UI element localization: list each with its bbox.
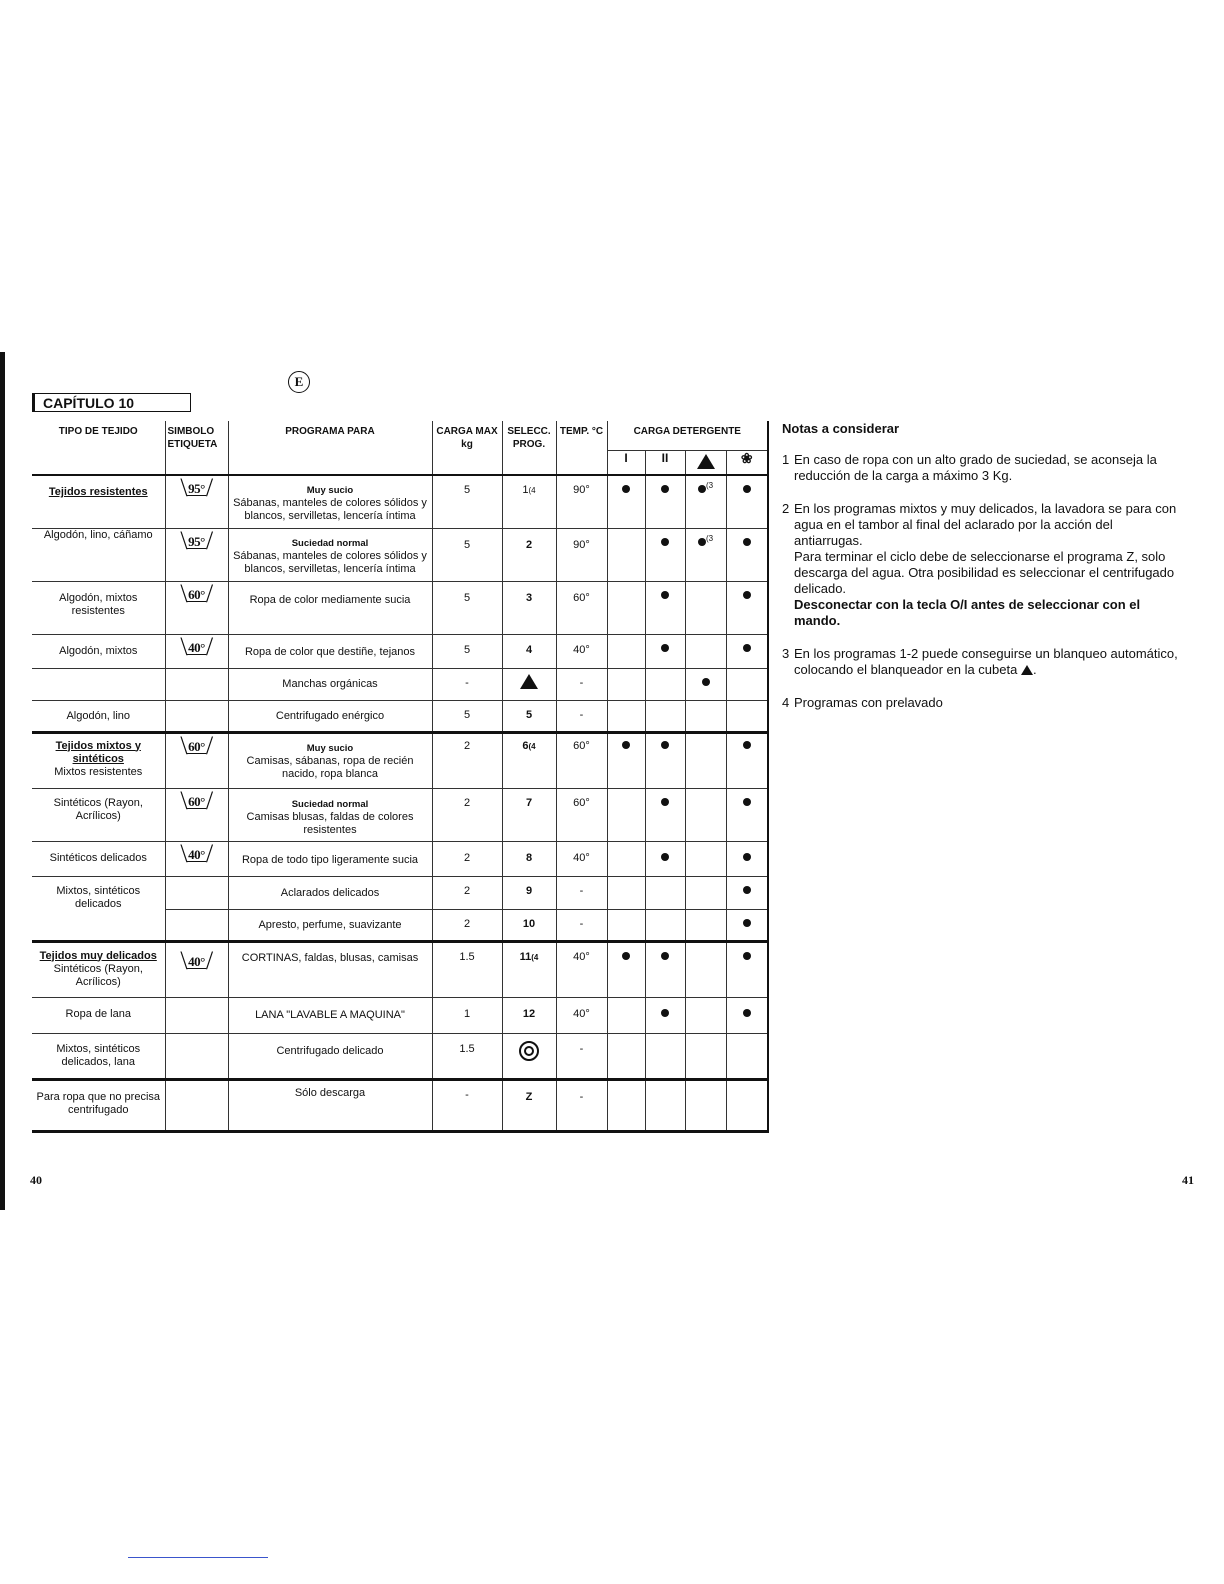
program-desc: Ropa de color que destiñe, tejanos (228, 634, 432, 668)
triangle-icon (1021, 665, 1033, 675)
care-symbol: \40°/ (165, 634, 228, 668)
flower-icon: ❀ (740, 450, 753, 466)
det-ii (645, 700, 685, 732)
max-load: 1.5 (432, 941, 502, 997)
program-desc (228, 475, 432, 528)
temperature: 40° (556, 841, 607, 876)
header-det-ii: II (645, 451, 685, 476)
program-select: 2 (502, 528, 556, 581)
fabric-group-title: Tejidos mixtos y sintéticos (55, 739, 141, 765)
det-ii (645, 475, 685, 528)
det-softener (726, 475, 768, 528)
header-simbolo: SIMBOLO ETIQUETA (165, 421, 228, 475)
det-bleach: (3 (685, 528, 726, 581)
det-i (607, 997, 645, 1033)
program-desc: LANA "LAVABLE A MAQUINA" (228, 997, 432, 1033)
note-4: 4 Programas con prelavado (782, 695, 943, 710)
det-bleach (685, 581, 726, 634)
max-load: 2 (432, 841, 502, 876)
det-i (607, 841, 645, 876)
program-select: 10 (502, 909, 556, 941)
program-desc (228, 528, 432, 581)
det-i (607, 909, 645, 941)
care-symbol: \40°/ (165, 941, 228, 997)
det-ii (645, 634, 685, 668)
wash-temp-symbol-icon: 95° (188, 481, 205, 496)
note-1: 1 En caso de ropa con un alto grado de suciedad, se aconseja la reducción de la carga a máximo 3 Kg. (782, 452, 1157, 483)
temperature: 40° (556, 634, 607, 668)
det-i (607, 941, 645, 997)
det-i (607, 581, 645, 634)
det-i (607, 732, 645, 788)
det-ii (645, 909, 685, 941)
header-tipo: TIPO DE TEJIDO (32, 421, 165, 475)
det-bleach (685, 700, 726, 732)
fabric-type: Mixtos, sintéticos delicados, lana (32, 1033, 165, 1079)
temperature: 60° (556, 788, 607, 841)
det-bleach (685, 634, 726, 668)
fabric-type: Ropa de lana (32, 997, 165, 1033)
chapter-title: CAPÍTULO 10 (32, 393, 191, 412)
fabric-type: Algodón, mixtos resistentes (32, 581, 165, 634)
det-i (607, 1079, 645, 1131)
notes-title: Notas a considerar (782, 421, 900, 436)
program-select: 12 (502, 997, 556, 1033)
care-symbol: \95°/ (165, 528, 228, 581)
wash-temp-symbol-icon: 40° (188, 846, 205, 862)
header-softener (726, 451, 768, 476)
det-bleach (685, 841, 726, 876)
det-bleach (685, 732, 726, 788)
page-number-right: 41 (1182, 1173, 1194, 1187)
program-desc: Centrifugado enérgico (228, 700, 432, 732)
det-i (607, 528, 645, 581)
det-i (607, 634, 645, 668)
det-bleach (685, 1033, 726, 1079)
det-softener (726, 788, 768, 841)
fabric-group-title: Tejidos muy delicados (39, 949, 157, 962)
det-ii (645, 1033, 685, 1079)
program-text: Camisas, sábanas, ropa de recién nacido, ropa blanca (246, 754, 414, 780)
max-load: 5 (432, 634, 502, 668)
det-i (607, 475, 645, 528)
wash-temp-symbol-icon: 40° (188, 953, 205, 969)
notes-section (782, 421, 1182, 728)
max-load: - (432, 1079, 502, 1131)
care-symbol (165, 876, 228, 909)
det-i (607, 700, 645, 732)
program-title: Suciedad normal (291, 798, 369, 810)
max-load: 2 (432, 788, 502, 841)
header-detergente: CARGA DETERGENTE (607, 421, 768, 451)
program-select (502, 668, 556, 700)
program-desc: Sólo descarga (228, 1079, 432, 1131)
det-softener (726, 581, 768, 634)
fabric-type: Tejidos muy delicados Sintéticos (Rayon, Acrílicos) (32, 941, 165, 997)
max-load: 2 (432, 909, 502, 941)
temperature: - (556, 909, 607, 941)
max-load: 5 (432, 475, 502, 528)
max-load: 5 (432, 700, 502, 732)
header-selecc: SELECC. PROG. (502, 421, 556, 475)
care-symbol (165, 1033, 228, 1079)
max-load: 5 (432, 581, 502, 634)
temperature: 60° (556, 581, 607, 634)
wash-temp-symbol-icon: 40° (188, 639, 205, 655)
fabric-type: Sintéticos delicados (32, 841, 165, 876)
program-select: 9 (502, 876, 556, 909)
max-load: 1.5 (432, 1033, 502, 1079)
header-carga: CARGA MAX kg (432, 421, 502, 475)
note-2: 2 En los programas mixtos y muy delicados, la lavadora se para con agua en el tambor al final del aclarado por la acción del antiarrugas. Para terminar el ciclo debe de seleccionarse el programa Z, solo descarga del agua. Otra posibilidad es seleccionar el centrifugado delicado. Desconectar con la tecla O/I antes de seleccionar con el mando. (782, 501, 1177, 628)
fabric-type: Para ropa que no precisa centrifugado (32, 1079, 165, 1131)
det-softener (726, 1079, 768, 1131)
det-softener (726, 528, 768, 581)
program-title: Muy sucio (306, 485, 354, 496)
det-softener (726, 909, 768, 941)
bottom-rule (128, 1557, 268, 1558)
care-symbol: \60°/ (165, 732, 228, 788)
care-symbol (165, 700, 228, 732)
det-bleach (685, 997, 726, 1033)
header-temp: TEMP. °C (556, 421, 607, 475)
fabric-type: Algodón, lino, cáñamo (32, 528, 165, 581)
temperature: 90° (556, 528, 607, 581)
header-bleach (685, 451, 726, 476)
fabric-type: Sintéticos (Rayon, Acrílicos) (32, 788, 165, 841)
det-bleach (685, 788, 726, 841)
wash-temp-symbol-icon: 60° (188, 586, 205, 602)
program-desc: Ropa de todo tipo ligeramente sucia (228, 841, 432, 876)
program-desc: Ropa de color mediamente sucia (228, 581, 432, 634)
care-symbol (165, 668, 228, 700)
det-softener (726, 997, 768, 1033)
det-softener (726, 876, 768, 909)
det-i (607, 668, 645, 700)
det-softener (726, 700, 768, 732)
program-text: Sábanas, manteles de colores sólidos y blancos, servilletas, lencería íntima (233, 497, 427, 522)
temperature: 90° (556, 475, 607, 528)
det-bleach (685, 876, 726, 909)
det-ii (645, 941, 685, 997)
det-ii (645, 581, 685, 634)
det-ii (645, 788, 685, 841)
fabric-type: Mixtos, sintéticos delicados (32, 876, 165, 941)
fabric-type (32, 475, 165, 528)
header-det-i: I (607, 451, 645, 476)
program-select: 7 (502, 788, 556, 841)
max-load: 1 (432, 997, 502, 1033)
det-ii (645, 732, 685, 788)
fabric-type (32, 668, 165, 700)
det-ii (645, 668, 685, 700)
program-text: Camisas blusas, faldas de colores resistentes (246, 810, 414, 836)
max-load: - (432, 668, 502, 700)
wash-temp-symbol-icon: 60° (188, 793, 205, 809)
det-ii (645, 841, 685, 876)
det-softener (726, 841, 768, 876)
fabric-type: Algodón, mixtos (32, 634, 165, 668)
page-number-left: 40 (30, 1173, 42, 1187)
temperature: 60° (556, 732, 607, 788)
det-ii (645, 1079, 685, 1131)
care-symbol (165, 909, 228, 941)
fabric-type: Tejidos mixtos y sintéticos Mixtos resistentes (32, 732, 165, 788)
program-desc (228, 788, 432, 841)
det-softener (726, 1033, 768, 1079)
care-symbol: \60°/ (165, 581, 228, 634)
program-title: Suciedad normal (291, 537, 369, 549)
fabric-type: Algodón, lino (32, 700, 165, 732)
triangle-icon (697, 454, 715, 469)
program-select: 1$^{(4}$ (502, 475, 556, 528)
det-bleach: (3 (685, 475, 726, 528)
header-programa: PROGRAMA PARA (228, 421, 432, 475)
spiral-icon (519, 1041, 539, 1061)
det-bleach (685, 668, 726, 700)
temperature: - (556, 1033, 607, 1079)
program-desc: Manchas orgánicas (228, 668, 432, 700)
care-symbol: \60°/ (165, 788, 228, 841)
program-select: 11$^{(4}$ (502, 941, 556, 997)
det-bleach (685, 941, 726, 997)
det-i (607, 788, 645, 841)
program-title: Muy sucio (306, 742, 354, 754)
program-desc: Centrifugado delicado (228, 1033, 432, 1079)
program-select (502, 1033, 556, 1079)
det-softener (726, 668, 768, 700)
temperature: - (556, 700, 607, 732)
wash-temp-symbol-icon: 60° (188, 738, 205, 754)
program-desc: Apresto, perfume, suavizante (228, 909, 432, 941)
note-3: 3 En los programas 1-2 puede conseguirse un blanqueo automático, colocando el blanqueador en la cubeta . (782, 646, 1178, 677)
max-load: 5 (432, 528, 502, 581)
temperature: - (556, 668, 607, 700)
temperature: - (556, 876, 607, 909)
temperature: - (556, 1079, 607, 1131)
det-softener (726, 634, 768, 668)
care-symbol: \95°/ (165, 475, 228, 528)
triangle-icon (520, 674, 538, 689)
program-select: Z (502, 1079, 556, 1131)
program-select: 6$^{(4}$ (502, 732, 556, 788)
det-softener (726, 941, 768, 997)
program-text: Sábanas, manteles de colores sólidos y blancos, servilletas, lencería íntima (233, 549, 427, 575)
det-ii (645, 528, 685, 581)
wash-temp-symbol-icon: 95° (188, 533, 205, 549)
det-i (607, 876, 645, 909)
det-ii (645, 997, 685, 1033)
fabric-group-title: Tejidos resistentes (48, 486, 148, 498)
care-symbol (165, 1079, 228, 1131)
program-select: 4 (502, 634, 556, 668)
program-select: 3 (502, 581, 556, 634)
det-bleach (685, 1079, 726, 1131)
temperature: 40° (556, 997, 607, 1033)
left-margin-bar (0, 352, 5, 1210)
det-ii (645, 876, 685, 909)
program-desc (228, 732, 432, 788)
temperature: 40° (556, 941, 607, 997)
wash-program-table (32, 421, 769, 1133)
care-symbol (165, 997, 228, 1033)
det-bleach (685, 909, 726, 941)
care-symbol: \40°/ (165, 841, 228, 876)
program-select: 8 (502, 841, 556, 876)
language-e-icon: E (288, 371, 310, 393)
program-select: 5 (502, 700, 556, 732)
det-softener (726, 732, 768, 788)
det-i (607, 1033, 645, 1079)
max-load: 2 (432, 876, 502, 909)
program-desc: CORTINAS, faldas, blusas, camisas (228, 941, 432, 997)
max-load: 2 (432, 732, 502, 788)
program-desc: Aclarados delicados (228, 876, 432, 909)
